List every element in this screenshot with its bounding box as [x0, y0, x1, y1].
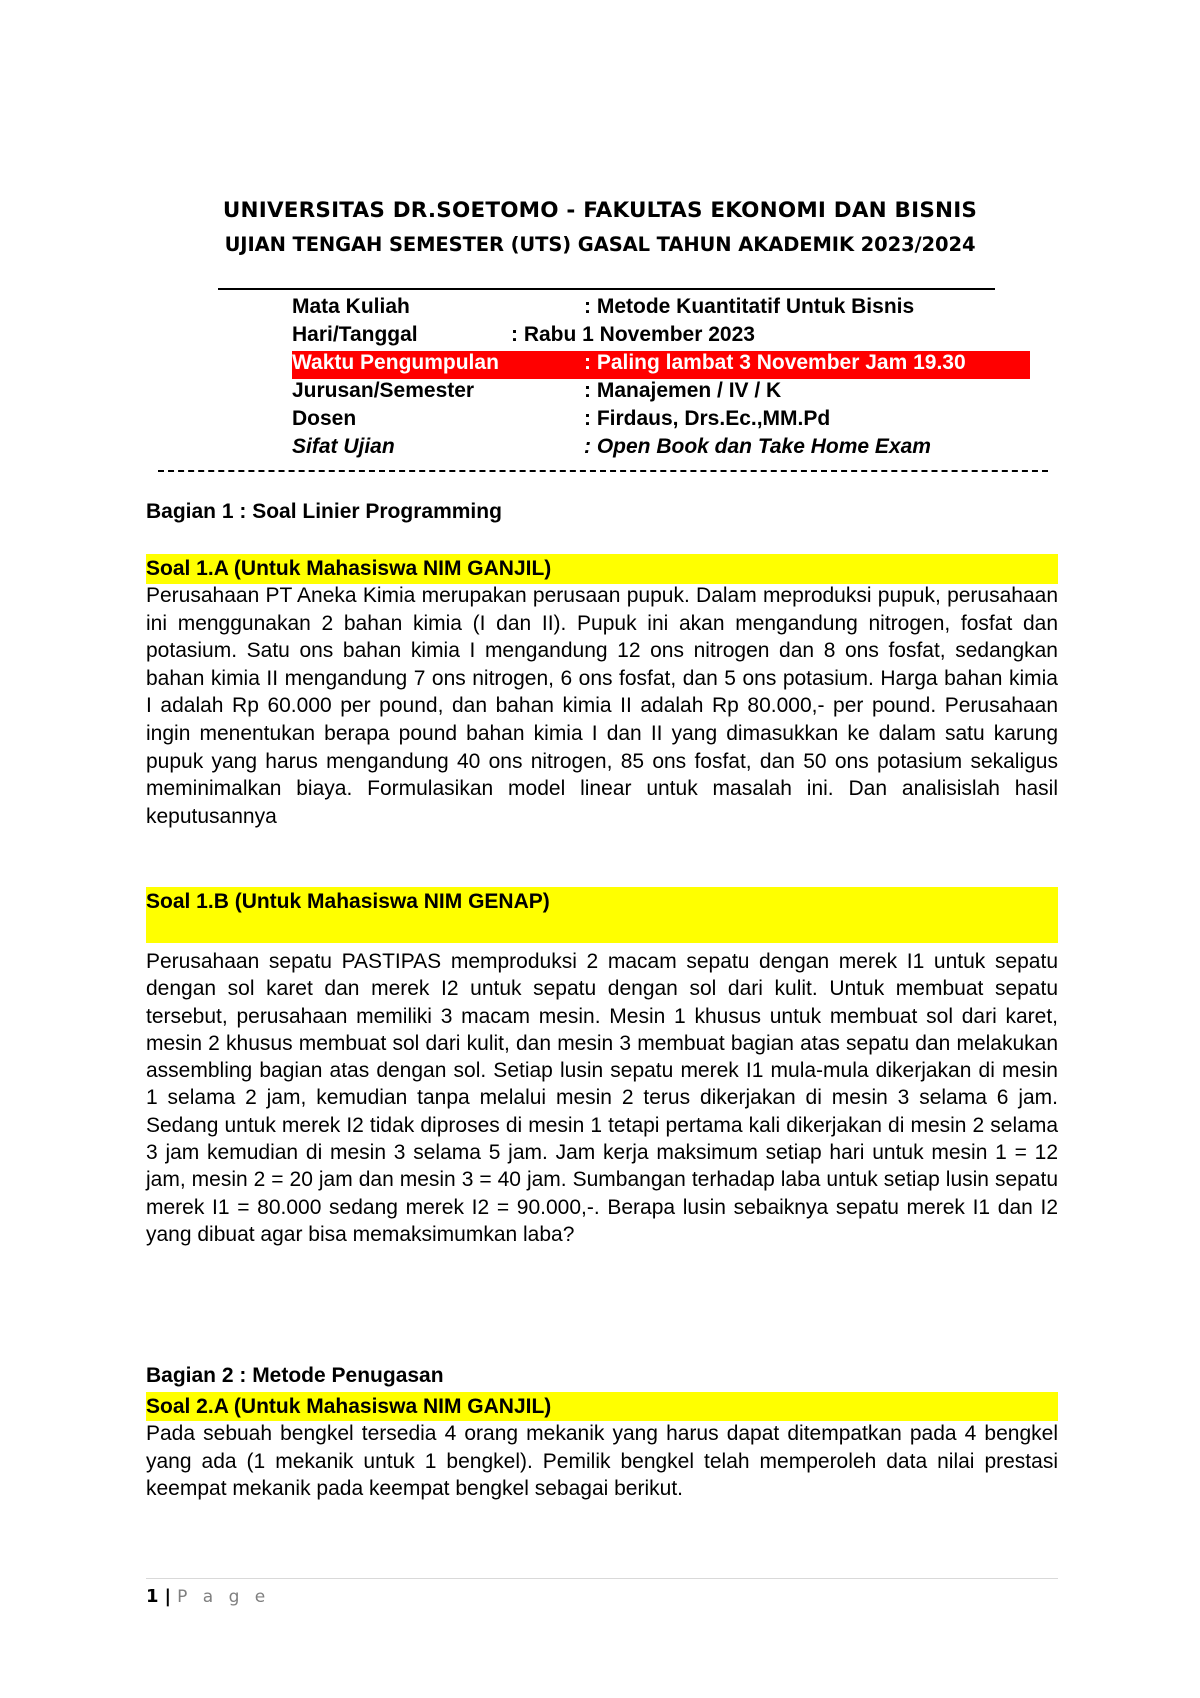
course-label: Mata Kuliah — [292, 295, 410, 318]
header-rule — [218, 288, 995, 290]
course-value: : Metode Kuantitatif Untuk Bisnis — [584, 295, 915, 318]
part1-title: Bagian 1 : Soal Linier Programming — [146, 500, 502, 523]
footer-rule — [146, 1578, 1058, 1579]
info-row-lecturer — [292, 407, 1032, 435]
deadline-value: : Paling lambat 3 November Jam 19.30 — [584, 351, 966, 374]
question-1a-heading: Soal 1.A (Untuk Mahasiswa NIM GANJIL) — [146, 554, 1058, 584]
lecturer-value: : Firdaus, Drs.Ec.,MM.Pd — [584, 407, 831, 430]
info-row-deadline — [292, 351, 1030, 379]
exam-heading: UJIAN TENGAH SEMESTER (UTS) GASAL TAHUN AKADEMIK 2023/2024 — [224, 233, 976, 256]
footer-separator: | — [164, 1586, 172, 1607]
major-label: Jurusan/Semester — [292, 379, 475, 402]
question-2a-heading: Soal 2.A (Untuk Mahasiswa NIM GANJIL) — [146, 1392, 1058, 1421]
deadline-label: Waktu Pengumpulan — [292, 351, 499, 374]
major-value: : Manajemen / IV / K — [584, 379, 782, 402]
info-row-nature — [292, 435, 1032, 463]
nature-value: : Open Book dan Take Home Exam — [584, 435, 931, 458]
university-heading: UNIVERSITAS DR.SOETOMO - FAKULTAS EKONOMI DAN BISNIS — [222, 198, 978, 223]
lecturer-label: Dosen — [292, 407, 357, 430]
nature-label: Sifat Ujian — [292, 435, 395, 458]
question-1b-text: Perusahaan sepatu PASTIPAS memproduksi 2 macam sepatu dengan merek I1 untuk sepatu dengan sol karet dan merek I2 untuk sepatu dengan sol dari kulit. Untuk membuat sepatu tersebut, perusahaan memiliki 3 macam mesin. Mesin 1 khusus untuk membuat sol dari karet, mesin 2 khusus membuat sol dari kulit, dan mesin 3 membuat bagian atas sepatu dan melakukan assembling bagian atas dengan sol. Setiap lusin sepatu merek I1 mula-mula dikerjakan di mesin 1 selama 2 jam, kemudian tanpa melalui mesin 2 terus dikerjakan di mesin 3 selama 6 jam. Sedang untuk merek I2 tidak diproses di mesin 1 tetapi pertama kali dikerjakan di mesin 2 selama 3 jam kemudian di mesin 3 selama 5 jam. Jam kerja maksimum setiap hari untuk mesin 1 = 12 jam, mesin 2 = 20 jam dan mesin 3 = 40 jam. Sumbangan terhadap laba untuk setiap lusin sepatu merek I1 = 80.000 sedang merek I2 = 90.000,-. Berapa lusin sebaiknya sepatu merek I1 dan I2 yang dibuat agar bisa memaksimumkan laba? — [146, 950, 1058, 1246]
question-1b-heading: Soal 1.B (Untuk Mahasiswa NIM GENAP) — [146, 887, 1058, 943]
page-label: P a g e — [177, 1587, 271, 1607]
question-2a-text: Pada sebuah bengkel tersedia 4 orang mekanik yang harus dapat ditempatkan pada 4 bengkel yang ada (1 mekanik untuk 1 bengkel). Pemilik bengkel telah memperoleh data nilai prestasi keempat mekanik pada keempat bengkel sebagai berikut. — [146, 1422, 1058, 1501]
question-1a-text: Perusahaan PT Aneka Kimia merupakan perusaan pupuk. Dalam meproduksi pupuk, perusahaan ini menggunakan 2 bahan kimia (I dan II). Pupuk ini akan mengandung nitrogen, fosfat dan potasium. Satu ons bahan kimia I mengandung 12 ons nitrogen dan 8 ons fosfat, sedangkan bahan kimia II mengandung 7 ons nitrogen, 6 ons fosfat, dan 5 ons potasium. Harga bahan kimia I adalah Rp 60.000 per pound, dan bahan kimia II adalah Rp 80.000,- per pound. Perusahaan ingin menentukan berapa pound bahan kimia I dan II yang dimasukkan ke dalam satu karung pupuk yang harus mengandung 40 ons nitrogen, 85 ons fosfat, dan 50 ons potasium sekaligus meminimalkan biaya. Formulasikan model linear untuk masalah ini. Dan analisislah hasil keputusannya — [146, 584, 1058, 828]
date-label: Hari/Tanggal — [292, 323, 418, 346]
info-row-date — [292, 323, 1032, 351]
info-row-major — [292, 379, 1032, 407]
part2-title: Bagian 2 : Metode Penugasan — [146, 1364, 444, 1387]
info-row-course — [292, 295, 1032, 323]
dashed-divider — [158, 470, 1048, 472]
date-value: : Rabu 1 November 2023 — [511, 323, 755, 346]
exam-info-block — [292, 295, 1032, 463]
page-footer — [146, 1586, 270, 1607]
page-number: 1 — [146, 1586, 159, 1607]
